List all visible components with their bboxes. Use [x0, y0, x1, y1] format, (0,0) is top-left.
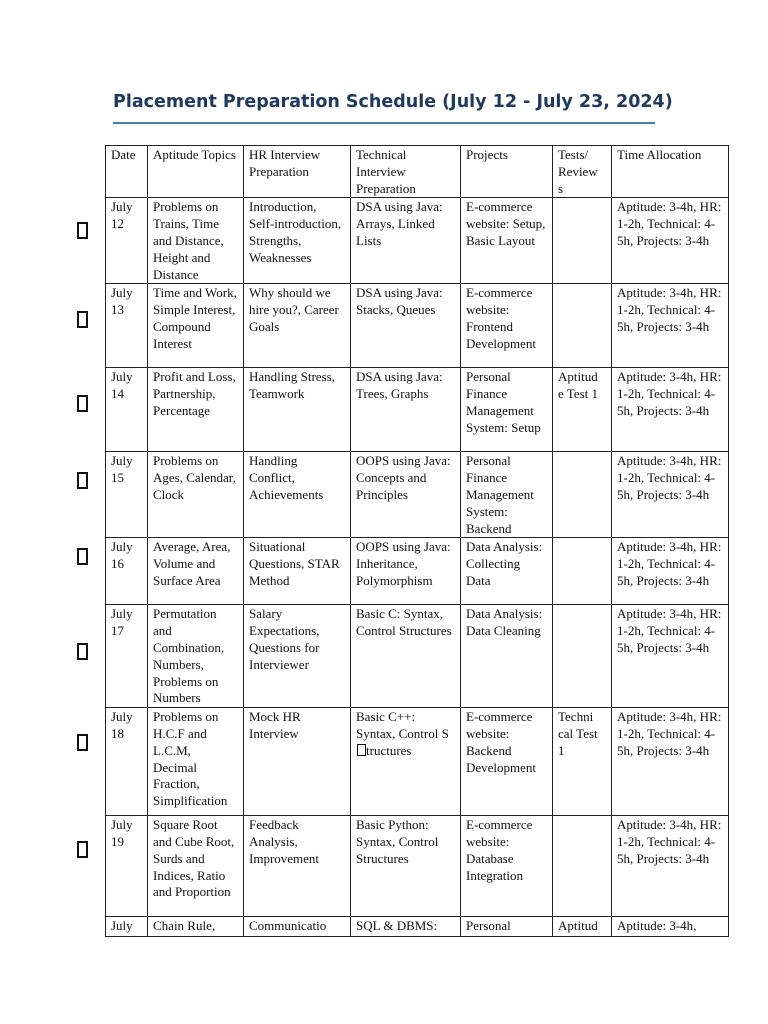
- cell-technical: Basic Python: Syntax, Control Structures: [351, 816, 461, 917]
- row-checkbox-5[interactable]: [77, 548, 88, 565]
- cell-date: July 18: [106, 708, 148, 816]
- table-row: [106, 917, 729, 937]
- cell-aptitude: Permutation and Combination, Numbers, Problems on Numbers: [148, 605, 244, 708]
- row-checkbox-7[interactable]: [77, 734, 88, 751]
- cell-technical: DSA using Java: Trees, Graphs: [351, 368, 461, 452]
- schedule-table: [105, 145, 729, 937]
- cell-technical: OOPS using Java: Inheritance, Polymorphism: [351, 538, 461, 605]
- cell-technical: [351, 708, 461, 816]
- cell-hr: Introduction, Self-introduction, Strengths, Weaknesses: [244, 198, 351, 284]
- missing-glyph-box: [357, 744, 366, 756]
- cell-tests: [553, 605, 612, 708]
- cell-tests: [553, 284, 612, 368]
- cell-hr: Mock HR Interview: [244, 708, 351, 816]
- cell-projects: E-commerce website: Frontend Development: [461, 284, 553, 368]
- cell-aptitude: Time and Work, Simple Interest, Compound Interest: [148, 284, 244, 368]
- cell-tests: [553, 198, 612, 284]
- page-title: Placement Preparation Schedule (July 12 - July 23, 2024): [113, 92, 673, 112]
- row-checkbox-4[interactable]: [77, 472, 88, 489]
- cell-hr: Salary Expectations, Questions for Interviewer: [244, 605, 351, 708]
- cell-aptitude: Chain Rule,: [148, 917, 244, 937]
- row-checkbox-3[interactable]: [77, 395, 88, 412]
- cell-time: Aptitude: 3-4h, HR: 1-2h, Technical: 4-5h, Projects: 3-4h: [612, 198, 729, 284]
- cell-hr: Handling Stress, Teamwork: [244, 368, 351, 452]
- cell-projects: E-commerce website: Backend Development: [461, 708, 553, 816]
- cell-technical: DSA using Java: Arrays, Linked Lists: [351, 198, 461, 284]
- cell-time: Aptitude: 3-4h, HR: 1-2h, Technical: 4-5h, Projects: 3-4h: [612, 452, 729, 538]
- cell-hr: Handling Conflict, Achievements: [244, 452, 351, 538]
- title-underline: [113, 122, 655, 124]
- cell-projects: E-commerce website: Setup, Basic Layout: [461, 198, 553, 284]
- cell-date: July 16: [106, 538, 148, 605]
- cell-date: July 17: [106, 605, 148, 708]
- table-row: [106, 368, 729, 452]
- cell-date: July 15: [106, 452, 148, 538]
- header-technical: Technical Interview Preparation: [351, 146, 461, 198]
- cell-aptitude: Average, Area, Volume and Surface Area: [148, 538, 244, 605]
- table-header-row: [106, 146, 729, 198]
- table-row: [106, 452, 729, 538]
- cell-date: July: [106, 917, 148, 937]
- row-checkbox-8[interactable]: [77, 841, 88, 858]
- cell-hr: Why should we hire you?, Career Goals: [244, 284, 351, 368]
- cell-date: July 19: [106, 816, 148, 917]
- cell-aptitude: Profit and Loss, Partnership, Percentage: [148, 368, 244, 452]
- cell-technical: SQL & DBMS:: [351, 917, 461, 937]
- cell-aptitude: Problems on H.C.F and L.C.M, Decimal Fraction, Simplification: [148, 708, 244, 816]
- cell-projects: Data Analysis: Data Cleaning: [461, 605, 553, 708]
- table-row: [106, 284, 729, 368]
- row-checkbox-1[interactable]: [77, 222, 88, 239]
- row-checkbox-6[interactable]: [77, 643, 88, 660]
- table-row: [106, 538, 729, 605]
- cell-projects: Data Analysis: Collecting Data: [461, 538, 553, 605]
- table-row: [106, 198, 729, 284]
- cell-technical-part-a: Basic C++: Syntax, Control S: [356, 709, 449, 741]
- header-time: Time Allocation: [612, 146, 729, 198]
- cell-hr: Feedback Analysis, Improvement: [244, 816, 351, 917]
- cell-date: July 14: [106, 368, 148, 452]
- cell-date: July 12: [106, 198, 148, 284]
- header-hr: HR Interview Preparation: [244, 146, 351, 198]
- header-projects: Projects: [461, 146, 553, 198]
- cell-projects: Personal: [461, 917, 553, 937]
- cell-time: Aptitude: 3-4h, HR: 1-2h, Technical: 4-5h, Projects: 3-4h: [612, 605, 729, 708]
- cell-tests: Aptitud: [553, 917, 612, 937]
- cell-technical: DSA using Java: Stacks, Queues: [351, 284, 461, 368]
- cell-technical-part-b: tructures: [366, 742, 412, 758]
- cell-hr: Situational Questions, STAR Method: [244, 538, 351, 605]
- row-checkbox-2[interactable]: [77, 311, 88, 328]
- cell-projects: Personal Finance Management System: Backend: [461, 452, 553, 538]
- cell-aptitude: Problems on Trains, Time and Distance, Height and Distance: [148, 198, 244, 284]
- cell-time: Aptitude: 3-4h,: [612, 917, 729, 937]
- header-date: Date: [106, 146, 148, 198]
- cell-tests: [553, 538, 612, 605]
- cell-tests: [553, 816, 612, 917]
- cell-time: Aptitude: 3-4h, HR: 1-2h, Technical: 4-5h, Projects: 3-4h: [612, 368, 729, 452]
- table-row: [106, 708, 729, 816]
- cell-time: Aptitude: 3-4h, HR: 1-2h, Technical: 4-5h, Projects: 3-4h: [612, 538, 729, 605]
- cell-projects: E-commerce website: Database Integration: [461, 816, 553, 917]
- cell-aptitude: Problems on Ages, Calendar, Clock: [148, 452, 244, 538]
- cell-hr: Communicatio: [244, 917, 351, 937]
- table-row: [106, 816, 729, 917]
- cell-date: July 13: [106, 284, 148, 368]
- cell-tests: Aptitud e Test 1: [553, 368, 612, 452]
- cell-technical: OOPS using Java: Concepts and Principles: [351, 452, 461, 538]
- header-aptitude: Aptitude Topics: [148, 146, 244, 198]
- cell-time: Aptitude: 3-4h, HR: 1-2h, Technical: 4-5h, Projects: 3-4h: [612, 708, 729, 816]
- cell-projects: Personal Finance Management System: Setup: [461, 368, 553, 452]
- cell-aptitude: Square Root and Cube Root, Surds and Indices, Ratio and Proportion: [148, 816, 244, 917]
- header-tests: Tests/ Review s: [553, 146, 612, 198]
- cell-time: Aptitude: 3-4h, HR: 1-2h, Technical: 4-5h, Projects: 3-4h: [612, 816, 729, 917]
- cell-technical: Basic C: Syntax, Control Structures: [351, 605, 461, 708]
- cell-tests: Techni cal Test 1: [553, 708, 612, 816]
- table-row: [106, 605, 729, 708]
- cell-time: Aptitude: 3-4h, HR: 1-2h, Technical: 4-5h, Projects: 3-4h: [612, 284, 729, 368]
- cell-tests: [553, 452, 612, 538]
